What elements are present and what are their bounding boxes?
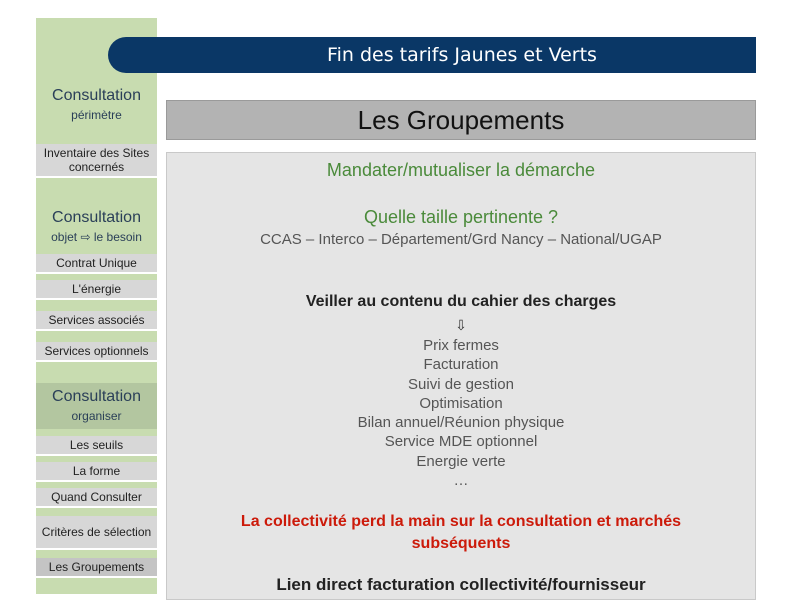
- sidebar-item-criteres[interactable]: Critères de sélection: [36, 516, 157, 550]
- list-item: Bilan annuel/Réunion physique: [357, 414, 565, 432]
- sidebar-item-seuils[interactable]: Les seuils: [36, 436, 157, 456]
- sidebar-item-quand-consulter[interactable]: Quand Consulter: [36, 488, 157, 508]
- content-panel: [166, 152, 756, 600]
- sidebar-section-title: Consultation: [52, 388, 141, 405]
- warning-line: subséquents: [411, 535, 511, 552]
- sidebar-section-title: Consultation: [52, 209, 141, 226]
- specs-list: [167, 336, 755, 490]
- list-item: Energie verte: [416, 452, 506, 470]
- sidebar-item-services-optionnels[interactable]: Services optionnels: [36, 342, 157, 362]
- list-item: Service MDE optionnel: [384, 433, 538, 451]
- list-item: …: [453, 472, 469, 490]
- warning-line: La collectivité perd la main sur la consultation et marchés: [240, 513, 682, 530]
- sidebar-item-energie[interactable]: L'énergie: [36, 280, 157, 300]
- sidebar-item-inventaire[interactable]: Inventaire des Sites concernés: [36, 144, 157, 178]
- sidebar-item-services-associes[interactable]: Services associés: [36, 311, 157, 331]
- sidebar-section-subtitle: périmètre: [71, 108, 122, 122]
- specs-heading: Veiller au contenu du cahier des charges: [305, 293, 617, 310]
- page-title: Les Groupements: [166, 100, 756, 140]
- scope-options: CCAS – Interco – Département/Grd Nancy – National/UGAP: [260, 231, 662, 248]
- footer-note: Lien direct facturation collectivité/fournisseur: [276, 575, 646, 594]
- mandate-line: Mandater/mutualiser la démarche: [326, 160, 596, 180]
- sidebar-item-forme[interactable]: La forme: [36, 462, 157, 482]
- sidebar-item-contrat-unique[interactable]: Contrat Unique: [36, 254, 157, 274]
- sidebar-section-title: Consultation: [52, 87, 141, 104]
- sidebar-section-subtitle: objet ⇨ le besoin: [51, 230, 142, 244]
- size-question: Quelle taille pertinente ?: [363, 207, 559, 227]
- list-item: Optimisation: [419, 394, 503, 412]
- list-item: Prix fermes: [423, 337, 499, 354]
- page-banner: Fin des tarifs Jaunes et Verts: [108, 37, 756, 73]
- sidebar-item-groupements[interactable]: Les Groupements: [36, 558, 157, 578]
- list-item: Facturation: [423, 356, 499, 374]
- list-item: Suivi de gestion: [408, 375, 514, 393]
- sidebar-section-subtitle: organiser: [71, 409, 122, 423]
- arrow-down-icon: ⇩: [455, 317, 467, 333]
- warning-text: [167, 511, 755, 555]
